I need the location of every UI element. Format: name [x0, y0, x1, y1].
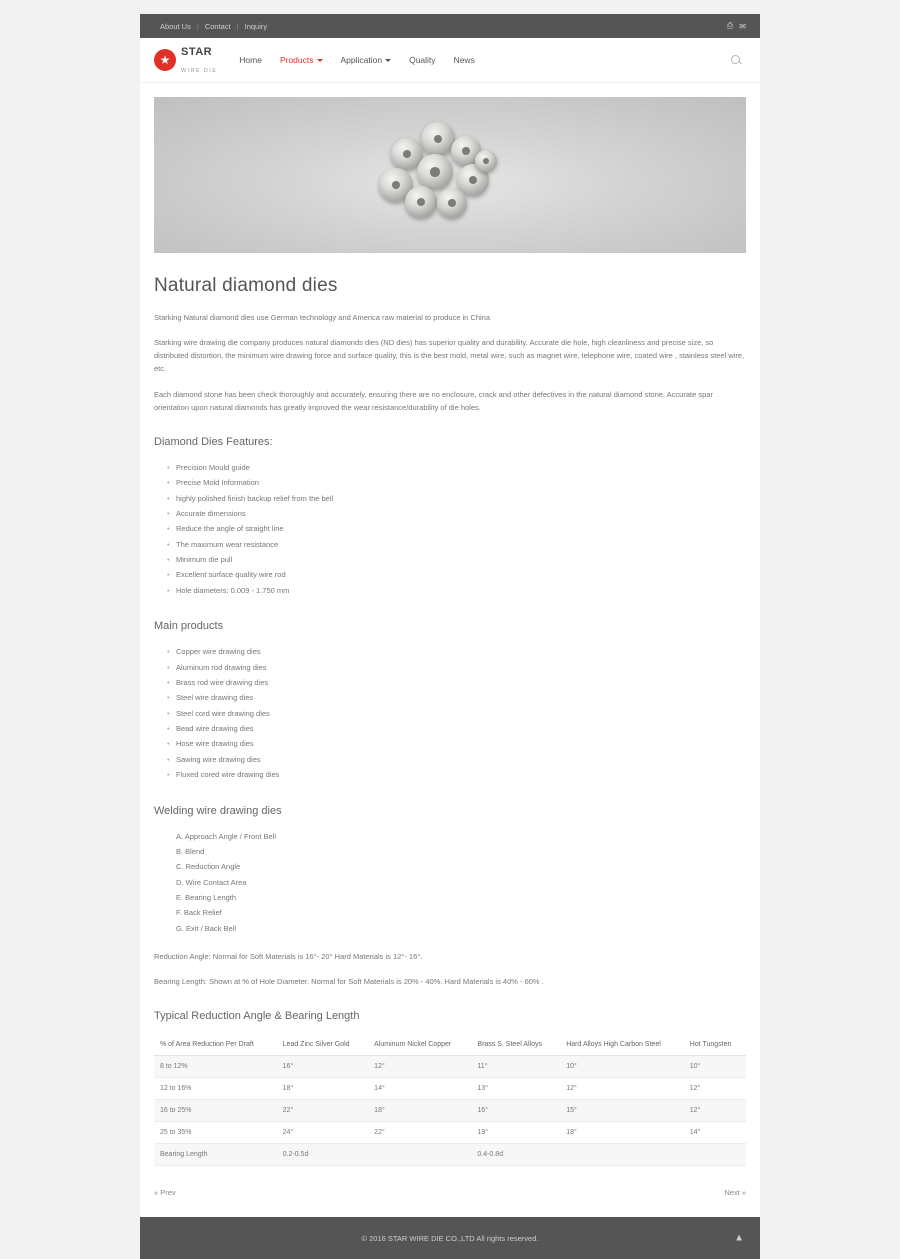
- table-cell: 22°: [368, 1122, 471, 1144]
- top-utility-bar: [140, 14, 760, 38]
- table-cell: [684, 1144, 746, 1166]
- list-item: • Reduce the angle of straight line: [176, 521, 746, 536]
- table-body: [154, 1056, 746, 1166]
- features-heading: Diamond Dies Features:: [154, 435, 273, 448]
- table-cell: 10°: [684, 1056, 746, 1078]
- list-item: D. Wire Contact Area: [176, 877, 247, 887]
- chevron-down-icon-application: [385, 59, 391, 62]
- table-row: [154, 1122, 746, 1144]
- list-item: • Sawing wire drawing dies: [176, 752, 746, 767]
- list-item: • The maximum wear resistance: [176, 537, 746, 552]
- list-item: B. Blend: [176, 846, 205, 856]
- topbar-link-inquiry[interactable]: Inquiry: [244, 21, 268, 31]
- list-item: • Aluminum rod drawing dies: [176, 660, 746, 675]
- table-cell: 13°: [471, 1078, 560, 1100]
- list-item: • Steel wire drawing dies: [176, 690, 746, 705]
- topbar-separator-2: |: [236, 21, 239, 31]
- list-item: • highly polished finish backup relief from the bell: [176, 491, 746, 506]
- list-item: • Fluxed cored wire drawing dies: [176, 767, 746, 782]
- list-item: E. Bearing Length: [176, 893, 237, 902]
- logo-main-text: STAR: [181, 46, 213, 59]
- star-icon: ★: [154, 49, 176, 71]
- table-col-1: Lead Zinc Silver Gold: [277, 1034, 369, 1056]
- list-item: • Precision Mould guide: [176, 460, 746, 475]
- list-item: F. Back Relief: [176, 908, 222, 918]
- table-cell: 16 to 25%: [154, 1100, 277, 1122]
- table-cell: 12°: [560, 1078, 684, 1100]
- table-header-row: [154, 1034, 746, 1056]
- table-col-0: % of Area Reduction Per Draft: [154, 1034, 277, 1056]
- welding-parts-list: [154, 829, 746, 937]
- nav-item-application-label: Application: [340, 55, 383, 65]
- list-item: • Minimum die pull: [176, 552, 746, 567]
- logo-sub-text: WIRE DIE: [181, 68, 218, 74]
- site-header: [140, 38, 760, 83]
- search-icon[interactable]: [731, 55, 742, 66]
- table-cell: Bearing Length: [154, 1144, 277, 1166]
- list-item: • Bead wire drawing dies: [176, 721, 746, 736]
- list-item: • Hose wire drawing dies: [176, 736, 746, 751]
- table-cell: 19°: [471, 1122, 560, 1144]
- table-cell: 18°: [277, 1078, 369, 1100]
- pagination: [154, 1188, 746, 1197]
- table-cell: 12 to 16%: [154, 1078, 277, 1100]
- topbar-link-contact[interactable]: Contact: [204, 21, 231, 31]
- chevron-down-icon-products: [317, 59, 323, 62]
- table-row: [154, 1078, 746, 1100]
- print-icon[interactable]: ⎙: [726, 21, 734, 30]
- table-col-4: Hard Alloys High Carbon Steel: [560, 1034, 684, 1056]
- table-header: [154, 1034, 746, 1056]
- table-cell: 12°: [368, 1056, 471, 1078]
- table-cell: 14°: [368, 1078, 471, 1100]
- note-bearing-length: Bearing Length: Shown at % of Hole Diameter. Normal for Soft Materials is 20% - 40%. Hard Materials is 40% - 60% .: [154, 977, 544, 987]
- mail-icon[interactable]: ✉: [739, 21, 746, 31]
- table-cell: [368, 1144, 471, 1166]
- table-col-5: Hot Tungsten: [684, 1034, 746, 1056]
- table-cell: 12°: [684, 1078, 746, 1100]
- intro-paragraph-3: Each diamond stone has been check thoroughly and accurately, ensuring there are no enclosure, crack and other defectives in the natural diamond stone. Accurate spar orientation upon natural diamonds has greatly improved the wear resistance/durability of die holes.: [154, 389, 713, 412]
- list-item: A. Approach Angle / Front Bell: [176, 831, 277, 841]
- nav-item-quality[interactable]: Quality: [409, 55, 436, 65]
- site-shell: [140, 14, 760, 1259]
- table-cell: 24°: [277, 1122, 369, 1144]
- nav-item-home[interactable]: Home: [239, 55, 262, 65]
- main-products-heading: Main products: [154, 620, 224, 633]
- list-item: • Brass rod wire drawing dies: [176, 675, 746, 690]
- nav-item-news[interactable]: News: [453, 55, 475, 65]
- table-row: [154, 1100, 746, 1122]
- table-col-3: Brass S. Steel Alloys: [471, 1034, 560, 1056]
- next-link[interactable]: Next »: [724, 1188, 746, 1198]
- copyright-text: © 2016 STAR WIRE DIE CO.,LTD All rights reserved.: [361, 1233, 539, 1243]
- topbar-social-icons: [727, 21, 746, 31]
- nav-item-application[interactable]: [341, 55, 392, 65]
- table-cell: 18°: [368, 1100, 471, 1122]
- diamond-dies-photo: [375, 120, 525, 230]
- page-title: Natural diamond dies: [154, 275, 338, 296]
- logo-text: [181, 43, 217, 77]
- table-cell: 15°: [560, 1100, 684, 1122]
- site-logo[interactable]: [154, 43, 217, 77]
- features-list: [154, 460, 746, 598]
- welding-heading: Welding wire drawing dies: [154, 804, 282, 817]
- table-cell: 16°: [471, 1100, 560, 1122]
- table-cell: 0.4-0.8d: [471, 1144, 560, 1166]
- table-row: [154, 1056, 746, 1078]
- prev-link[interactable]: « Prev: [154, 1188, 176, 1198]
- table-cell: 11°: [471, 1056, 560, 1078]
- content-area: [140, 83, 760, 1217]
- table-cell: [560, 1144, 684, 1166]
- list-item: C. Reduction Angle: [176, 862, 241, 872]
- list-item: G. Exit / Back Bell: [176, 923, 237, 933]
- nav-item-products-label: Products: [279, 55, 314, 65]
- table-cell: 14°: [684, 1122, 746, 1144]
- main-navigation: [239, 55, 475, 65]
- table-cell: 25 to 35%: [154, 1122, 277, 1144]
- table-cell: 16°: [277, 1056, 369, 1078]
- product-hero-image: [154, 97, 746, 253]
- intro-paragraph-2: Starking wire drawing die company produces natural diamonds dies (ND dies) has superior quality and durability. Accurate die hole, high cleanliness and precise size, so distributed distortion, the minimum wire drawing force and surface quality, this is the best mold, metal wire, such as magnet wire, telephone wire, coated wire , stainless steel wire, etc.: [154, 338, 745, 374]
- reduction-angle-table: [154, 1034, 746, 1166]
- main-products-list: [154, 644, 746, 782]
- table-heading: Typical Reduction Angle & Bearing Length: [154, 1010, 360, 1023]
- topbar-separator-1: |: [196, 21, 199, 31]
- list-item: • Precise Mold Information: [176, 475, 746, 490]
- list-item: • Excellent surface quality wire rod: [176, 567, 746, 582]
- note-reduction-angle: Reduction Angle: Normal for Soft Materials is 16°- 20° Hard Materials is 12°- 16°.: [154, 952, 423, 962]
- topbar-link-about[interactable]: About Us: [160, 21, 191, 31]
- list-item: • Hole diameters: 0.009 - 1.750 mm: [176, 583, 746, 598]
- table-cell: 22°: [277, 1100, 369, 1122]
- nav-item-products[interactable]: [280, 55, 323, 65]
- list-item: • Copper wire drawing dies: [176, 644, 746, 659]
- table-cell: 10°: [560, 1056, 684, 1078]
- table-cell: 12°: [684, 1100, 746, 1122]
- list-item: • Steel cord wire drawing dies: [176, 706, 746, 721]
- list-item: • Accurate dimensions: [176, 506, 746, 521]
- table-row: [154, 1144, 746, 1166]
- intro-paragraph-1: Starking Natural diamond dies use German technology and America raw material to produce in China: [154, 313, 491, 322]
- table-cell: 8 to 12%: [154, 1056, 277, 1078]
- site-footer: [140, 1217, 760, 1259]
- table-col-2: Aluminum Nickel Copper: [368, 1034, 471, 1056]
- table-cell: 18°: [560, 1122, 684, 1144]
- table-cell: 0.2-0.5d: [277, 1144, 369, 1166]
- scroll-to-top-icon[interactable]: ▲: [734, 1232, 744, 1244]
